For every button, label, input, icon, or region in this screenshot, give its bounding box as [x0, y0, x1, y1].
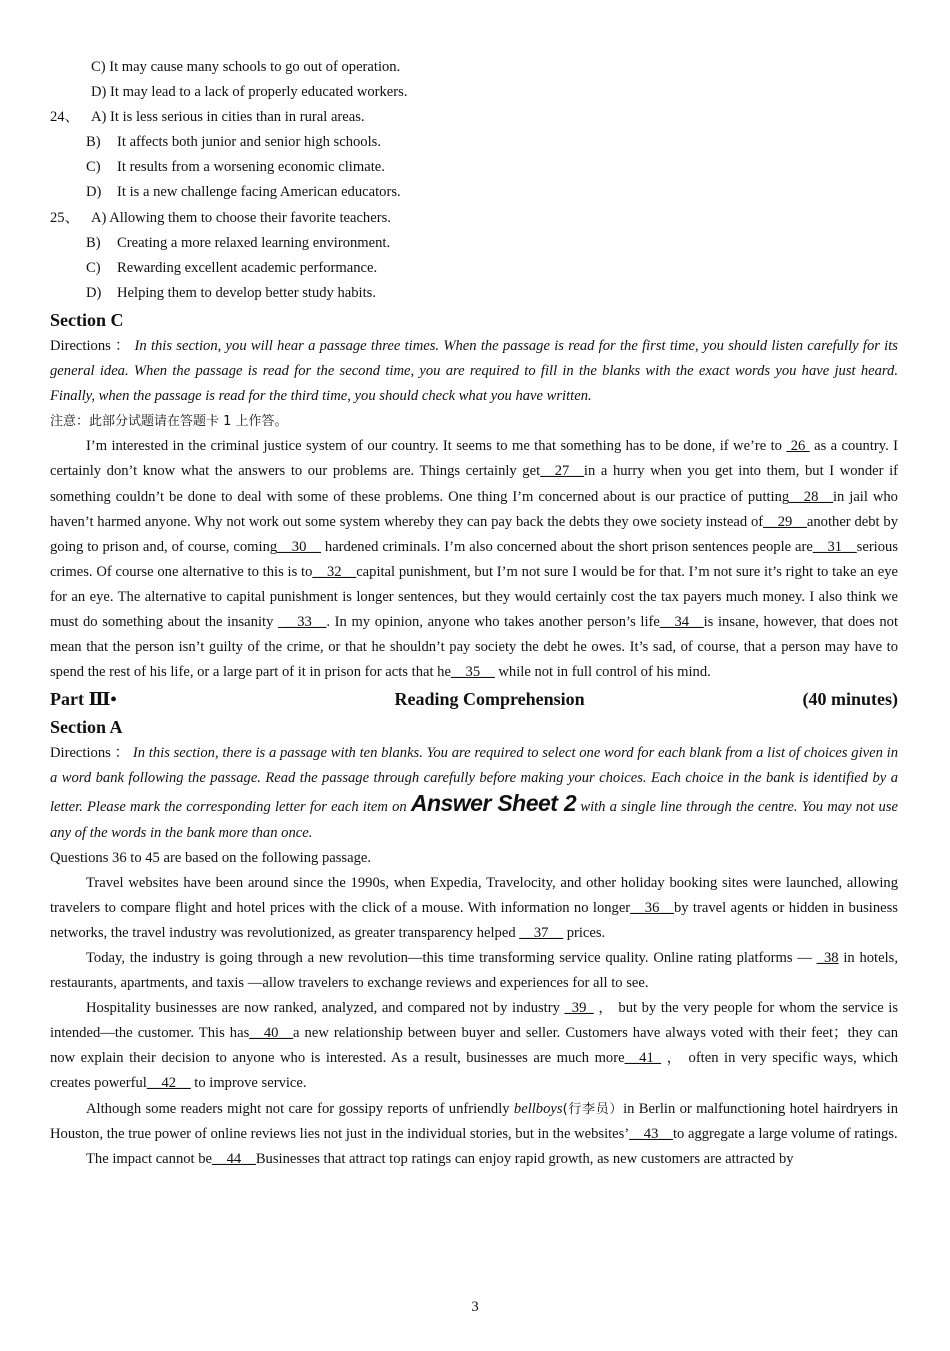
blank-38: _38: [816, 950, 839, 966]
blank-27: __27__: [540, 463, 584, 480]
q25-option-c: C) Rewarding excellent academic performance.: [86, 259, 378, 276]
section-c-heading: Section C: [50, 309, 124, 330]
q25-option-a: 25、 A) Allowing them to choose their favorite teachers.: [50, 206, 898, 231]
blank-29: __29__: [763, 513, 807, 530]
reading-paragraph-3: Hospitality businesses are now ranked, analyzed, and compared not by industry _39_ ， but by the very people for whom the service is intended—the customer. This has__40__a new relationship between buyer and seller. Customers have always voted with their feet；they can now explain their decision to anyone who is interested. As a result, businesses are much more__41_ ， often in very specific ways, which creates powerful__42__ to improve service.: [50, 1000, 899, 1092]
answer-sheet-label: Answer Sheet 2: [410, 790, 577, 817]
blank-31: __31__: [812, 538, 857, 555]
q25-number: 25、: [50, 209, 80, 226]
section-a-intro: Questions 36 to 45 are based on the following passage.: [50, 849, 371, 866]
section-a-heading: Section A: [50, 717, 123, 738]
reading-paragraph-4: Although some readers might not care for gossipy reports of unfriendly bellboys(行李员）in Berlin or malfunctioning hotel hairdryers in Houston, the true power of online reviews lies not just in the individual stories, but in the websites’__43__to aggregate a large volume of ratings.: [50, 1100, 899, 1142]
blank-39: _39_: [564, 1000, 594, 1017]
section-c-directions: Directions ： In this section, you will hear a passage three times. When the passage is read for the first time, you should listen carefully for its general idea. When the passage is read for the second time, you are required to fill in the blanks with the exact words you have just heard. Finally, when the passage is read for the third time, you should check what you have written.: [50, 337, 898, 405]
blank-43: __43__: [629, 1125, 673, 1142]
q24-option-c: C) It results from a worsening economic climate.: [86, 159, 385, 176]
part-3-time: (40 minutes): [802, 689, 898, 710]
section-a-directions: Directions ： In this section, there is a passage with ten blanks. You are required to select one word for each blank from a list of choices given in a word bank following the passage. Read the passage through carefully before making your choices. Each choice in the bank is identified by a letter. Please mark the corresponding letter for each item on Answer Sheet 2 with a single line through the centre. You may not use any of the words in the bank more than once.: [50, 745, 898, 841]
part-3-title: Reading Comprehension: [394, 689, 585, 710]
part-3-header: [50, 685, 898, 713]
blank-30: __30__: [277, 538, 321, 555]
blank-36: __36__: [630, 899, 674, 916]
reading-paragraph-5: The impact cannot be__44__Businesses that attract top ratings can enjoy rapid growth, as new customers are attracted by: [86, 1150, 794, 1167]
blank-33: __33__: [278, 613, 327, 630]
blank-32: __32__: [312, 563, 357, 580]
blank-37: __37__: [519, 924, 564, 941]
blank-26: 26: [786, 438, 810, 455]
q25-option-b: B) Creating a more relaxed learning environment.: [86, 234, 391, 251]
blank-41: __41_: [624, 1050, 662, 1067]
section-c-note: 注意：此部分试题请在答题卡 1 上作答。: [50, 414, 288, 430]
reading-paragraph-2: Today, the industry is going through a new revolution—this time transforming service quality. Online rating platforms — _38 in hotels, restaurants, apartments, and taxis —allow travelers to exchange reviews and experiences for all to see.: [50, 950, 898, 992]
blank-35: __35__: [450, 664, 495, 681]
blank-42: __42__: [146, 1075, 191, 1092]
q24-option-a: 24、 A) It is less serious in cities than in rural areas.: [50, 105, 898, 130]
q23-option-d: D) It may lead to a lack of properly educated workers.: [91, 84, 408, 101]
q23-option-c: C) It may cause many schools to go out of operation.: [91, 59, 401, 75]
blank-40: __40__: [249, 1025, 294, 1042]
q24-number: 24、: [50, 109, 80, 126]
q24-option-b: B) It affects both junior and senior high schools.: [86, 134, 381, 151]
q24-option-d: D) It is a new challenge facing American educators.: [86, 184, 401, 201]
reading-paragraph-1: Travel websites have been around since the 1990s, when Expedia, Travelocity, and other holiday booking sites were launched, allowing travelers to compare flight and hotel prices with the click of a mouse. With information no longer__36__by travel agents or hidden in business networks, the travel industry was revolutionized, as greater transparency helped __37__ prices.: [50, 874, 898, 941]
blank-34: __34__: [659, 613, 704, 630]
section-c-passage: I’m interested in the criminal justice system of our country. It seems to me that something has to be done, if we’re to 26 as a country. I certainly don’t know what the answers to our problems are. Things certainly get__27__in a hurry when you get into them, but I wonder if something couldn’t be done to deal with some of these problems. One thing I’m concerned about is our practice of putting__28__in jail who haven’t harmed anyone. Why not work out some system whereby they can pay back the debts they owe society instead of__29__another debt by going to prison and, of course, coming__30__ hardened criminals. I’m also concerned about the short prison sentences people are__31__serious crimes. Of course one alternative to this is to__32__capital punishment, but I’m not sure I would be for that. I’m not sure it’s right to take an eye for an eye. The alternative to capital punishment is longer sentences, but they would certainly cost the tax payers much money. I also think we must do something about the insanity __33__. In my opinion, anyone who takes another person’s life__34__is insane, however, that does not mean that the person isn’t guilty of the crime, or that he shouldn’t pay society the debt he owes. It’s sad, of course, that a person may have to spend the rest of his life, or a large part of it in prison for acts that he__35__ while not in full control of his mind.: [50, 438, 899, 681]
document-page: [50, 55, 898, 1172]
page-number: 3: [471, 1299, 479, 1315]
q25-option-d: D) Helping them to develop better study habits.: [86, 284, 376, 301]
blank-28: __28__: [789, 488, 833, 505]
blank-44: __44__: [212, 1150, 256, 1167]
part-3-label: Part Ⅲ•: [50, 689, 117, 710]
